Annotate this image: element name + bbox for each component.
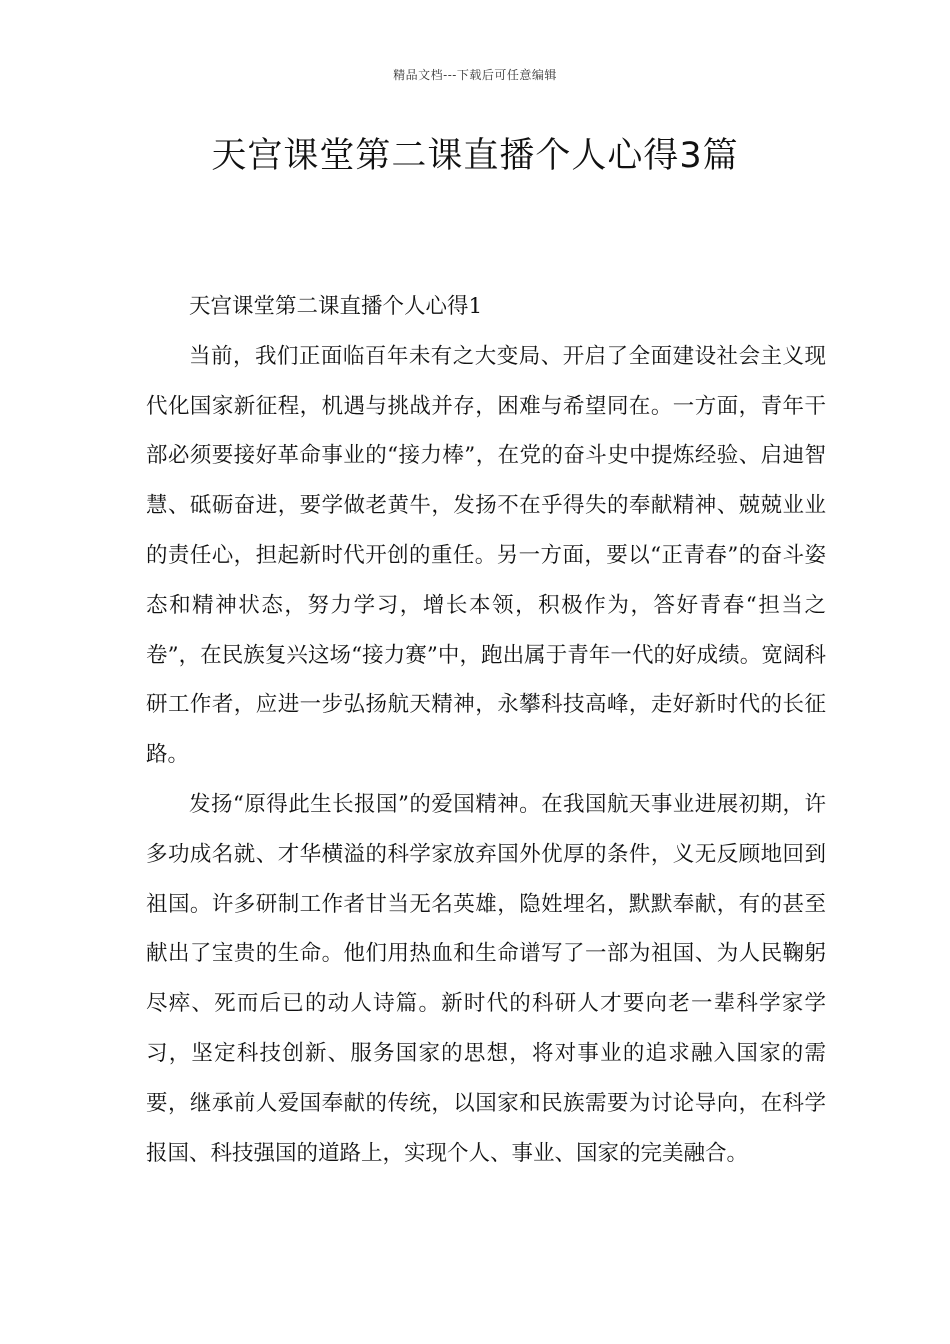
header-note: 精品文档---下载后可任意编辑 [393, 68, 557, 82]
document-title: 天宫课堂第二课直播个人心得3篇 [211, 136, 739, 176]
section-heading: 天宫课堂第二课直播个人心得1 [189, 294, 483, 319]
paragraph-2: 发扬“原得此生长报国”的爱国精神。在我国航天事业进展初期，许多功成名就、才华横溢的科学家放弃国外优厚的条件，义无反顾地回到祖国。许多研制工作者甘当无名英雄，隐姓埋名，默默奉献，有的甚至献出了宝贵的生命。他们用热血和生命谱写了一部为祖国、为人民鞠躬尽瘁、死而后已的动人诗篇。新时代的科研人才要向老一辈科学家学习，坚定科技创新、服务国家的思想，将对事业的追求融入国家的需要，继承前人爱国奉献的传统，以国家和民族需要为讨论导向，在科学报国、科技强国的道路上，实现个人、事业、国家的完美融合。 [146, 791, 826, 1166]
paragraph-1: 当前，我们正面临百年未有之大变局、开启了全面建设社会主义现代化国家新征程，机遇与挑战并存，困难与希望同在。一方面，青年干部必须要接好革命事业的“接力棒”，在党的奋斗史中提炼经验、启迪智慧、砥砺奋进，要学做老黄牛，发扬不在乎得失的奉献精神、兢兢业业的责任心，担起新时代开创的重任。另一方面，要以“正青春”的奋斗姿态和精神状态，努力学习，增长本领，积极作为，答好青春“担当之卷”，在民族复兴这场“接力赛”中，跑出属于青年一代的好成绩。宽阔科研工作者，应进一步弘扬航天精神，永攀科技高峰，走好新时代的长征路。 [146, 343, 826, 768]
document-body [146, 282, 826, 1178]
